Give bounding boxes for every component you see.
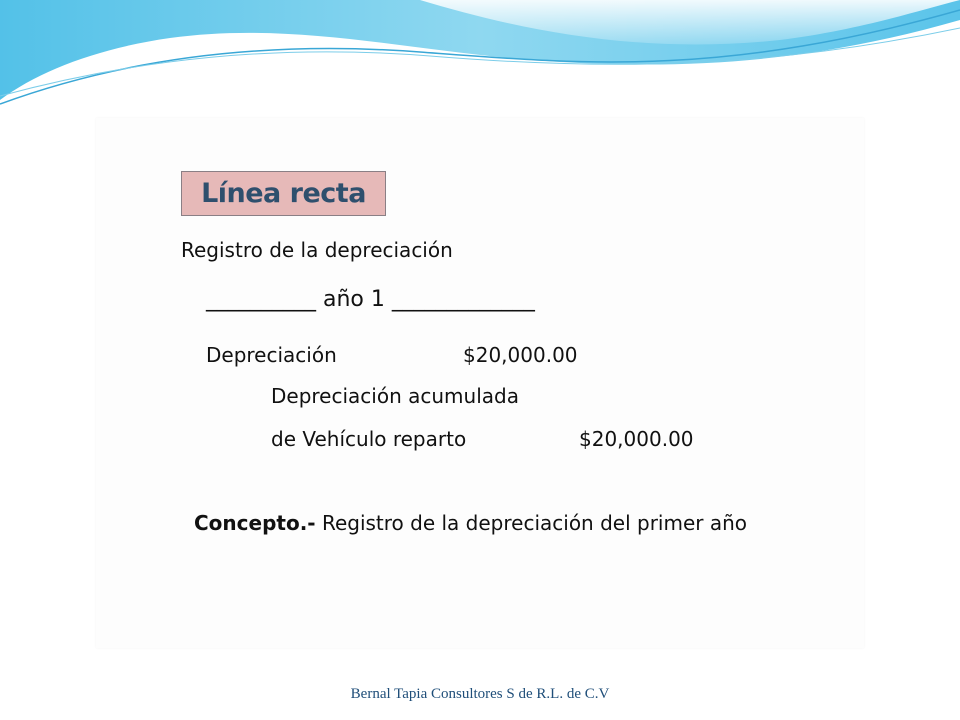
concept-paragraph <box>194 510 794 537</box>
year-line: __________ año 1 _____________ <box>206 287 535 312</box>
debit-account: Depreciación <box>206 343 337 367</box>
slide-title: Línea recta <box>201 178 366 209</box>
credit-account-line1: Depreciación acumulada <box>271 384 519 408</box>
credit-amount: $20,000.00 <box>579 427 694 451</box>
title-box <box>181 171 386 216</box>
concept-text: Registro de la depreciación del primer año <box>315 511 748 535</box>
debit-amount: $20,000.00 <box>463 343 578 367</box>
concept-label: Concepto.- <box>194 511 316 535</box>
section-subtitle: Registro de la depreciación <box>181 238 453 262</box>
footer-text: Bernal Tapia Consultores S de R.L. de C.V <box>350 686 610 702</box>
header-wave-decoration <box>0 0 960 120</box>
credit-account-line2: de Vehículo reparto <box>271 427 467 451</box>
